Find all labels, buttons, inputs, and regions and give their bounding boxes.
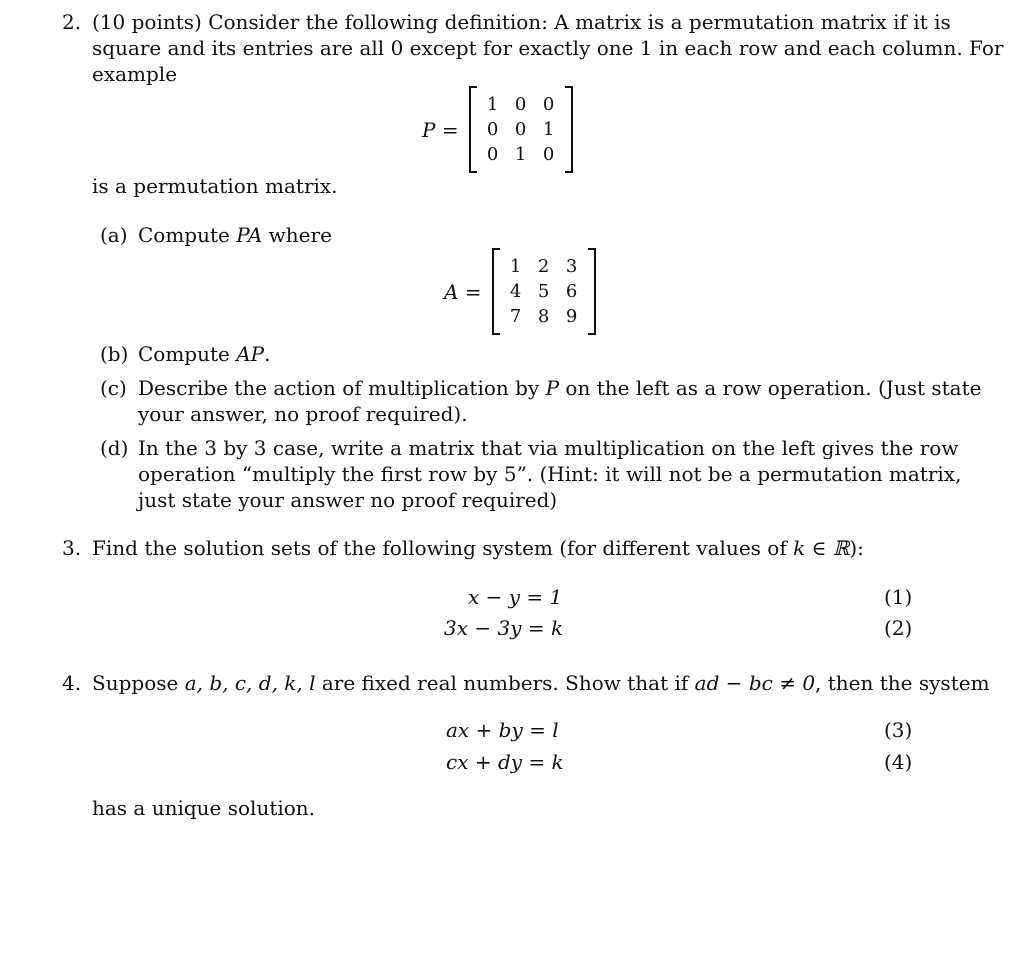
part-a-text-pre: Compute (138, 223, 237, 247)
part-a-label: (a) (100, 223, 128, 247)
question-3-math: k ∈ ℝ (793, 536, 850, 560)
part-d-line-3: just state your answer no proof required) (138, 488, 558, 512)
equation-3: ax + by = l (446, 718, 559, 742)
matrix-a-label: A = (444, 279, 482, 304)
part-c-label: (c) (100, 376, 127, 400)
question-4-math-vars: a, b, c, d, k, l (184, 671, 316, 695)
question-4-number: 4. (62, 671, 82, 695)
matrix-a-cell: 1 (509, 256, 522, 277)
part-d-label: (d) (100, 436, 129, 460)
question-2-after-matrix: is a permutation matrix. (92, 174, 338, 198)
equation-2: 3x − 3y = k (444, 616, 564, 640)
question-4-conclusion: has a unique solution. (92, 796, 316, 820)
question-3-text-pre: Find the solution sets of the following system (for different values of (92, 536, 794, 560)
matrix-p-cell: 0 (542, 94, 555, 115)
part-c-line-1-pre: Describe the action of multiplication by (138, 376, 546, 400)
matrix-a-cell: 4 (509, 281, 522, 302)
part-b-text-post: . (264, 342, 271, 366)
question-2-number: 2. (62, 10, 82, 34)
question-4-math-condition: ad − bc ≠ 0 (694, 671, 816, 695)
question-3-text (92, 535, 864, 561)
matrix-a (444, 248, 596, 335)
part-a-text (138, 222, 332, 248)
matrix-p-cell: 0 (486, 144, 499, 165)
question-4-text-mid: are fixed real numbers. Show that if (315, 671, 695, 695)
matrix-a-cell: 6 (565, 281, 578, 302)
matrix-a-brackets (492, 248, 596, 335)
matrix-p (422, 86, 573, 173)
part-b-math: AP (236, 342, 265, 366)
matrix-p-cell: 1 (542, 119, 555, 140)
part-b-text (138, 341, 271, 367)
matrix-a-cell: 9 (565, 306, 578, 327)
part-c-line-1-post: on the left as a row operation. (Just state (559, 376, 982, 400)
equation-1: x − y = 1 (468, 585, 563, 609)
part-a-math: PA (236, 223, 263, 247)
equation-2-label: (2) (884, 616, 913, 640)
matrix-p-cell: 0 (542, 144, 555, 165)
matrix-a-cell: 3 (565, 256, 578, 277)
matrix-a-cell: 8 (537, 306, 550, 327)
equation-3-label: (3) (884, 718, 913, 742)
part-c-line-2: your answer, no proof required). (138, 402, 468, 426)
part-b-text-pre: Compute (138, 342, 237, 366)
matrix-a-cell: 7 (509, 306, 522, 327)
equation-1-label: (1) (884, 585, 913, 609)
question-3-number: 3. (62, 536, 82, 560)
matrix-p-cell: 0 (514, 119, 527, 140)
question-4-text (92, 670, 990, 696)
matrix-p-cell: 1 (486, 94, 499, 115)
equation-4-label: (4) (884, 750, 913, 774)
part-b-label: (b) (100, 342, 129, 366)
question-3-text-post: ): (849, 536, 864, 560)
matrix-p-cell: 1 (514, 144, 527, 165)
matrix-p-cell: 0 (514, 94, 527, 115)
matrix-p-cell: 0 (486, 119, 499, 140)
part-c-line-1 (138, 375, 981, 401)
question-4-text-pre: Suppose (92, 671, 185, 695)
question-2-line-3: example (92, 62, 178, 86)
part-d-line-1: In the 3 by 3 case, write a matrix that via multiplication on the left gives the row (138, 436, 959, 460)
matrix-p-grid (479, 92, 563, 167)
matrix-a-grid (502, 254, 586, 329)
matrix-a-cell: 5 (537, 281, 550, 302)
matrix-p-label: P = (422, 117, 459, 142)
question-4-text-post: , then the system (815, 671, 990, 695)
question-2-line-2: square and its entries are all 0 except for exactly one 1 in each row and each column. For (92, 36, 1004, 60)
equation-4: cx + dy = k (446, 750, 564, 774)
part-d-line-2: operation “multiply the first row by 5”. (Hint: it will not be a permutation matrix, (138, 462, 962, 486)
matrix-a-cell: 2 (537, 256, 550, 277)
question-2-line-1: (10 points) Consider the following definition: A matrix is a permutation matrix if it is (92, 10, 951, 34)
part-c-math: P (545, 376, 560, 400)
part-a-text-post: where (262, 223, 332, 247)
matrix-p-brackets (469, 86, 573, 173)
